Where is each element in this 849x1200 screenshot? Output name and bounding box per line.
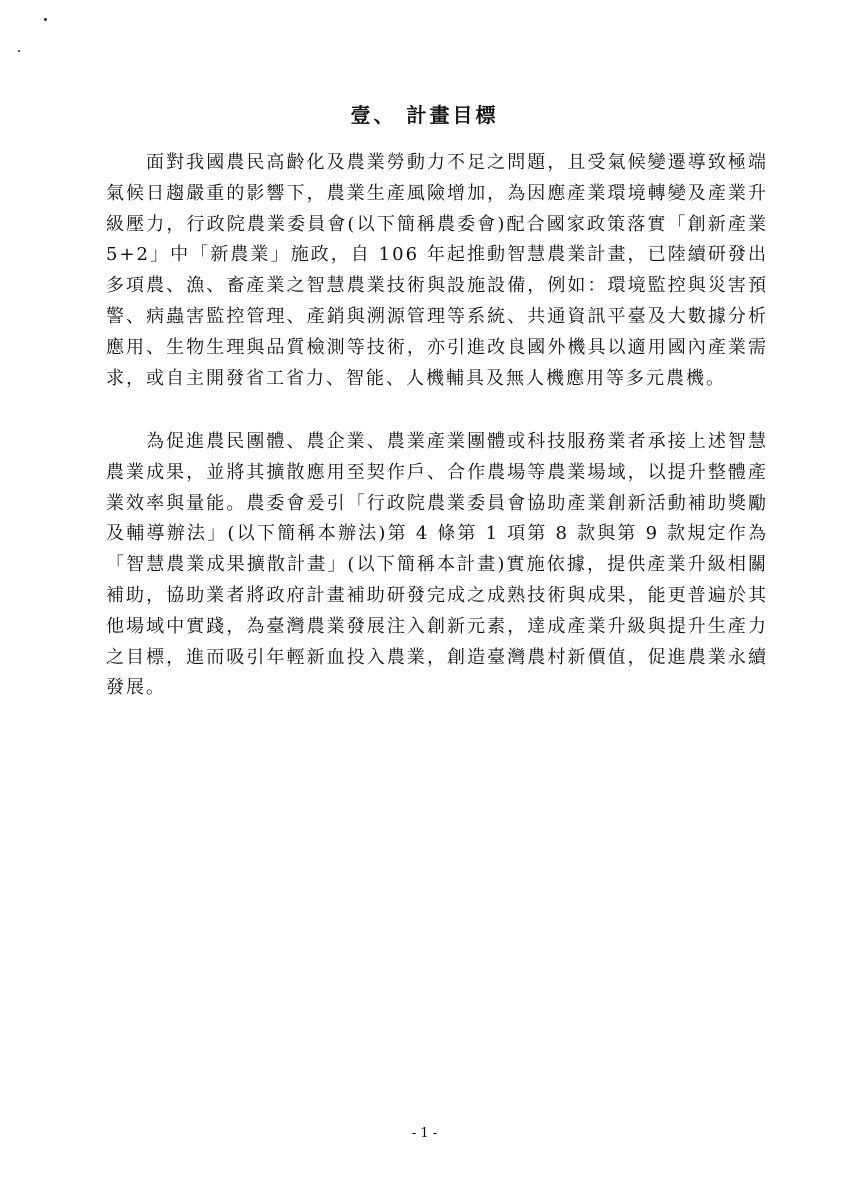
body-paragraph-2: 為促進農民團體、農企業、農業產業團體或科技服務業者承接上述智慧農業成果，並將其擴散應用至契作戶、合作農場等農業場域，以提升整體產業效率與量能。農委會爰引「行政院農業委員會協助產業創新活動補助獎勵及輔導辦法」(以下簡稱本辦法)第 4 條第 1 項第 8 款與第 9 款規定作為「智慧農業成果擴散計畫」(以下簡稱本計畫)實施依據，提供產業升級相關補助，協助業者將政府計畫補助研發完成之成熟技術與成果，能更普遍於其他場域中實踐，為臺灣農業發展注入創新元素，達成產業升級與提升生產力之目標，進而吸引年輕新血投入農業，創造臺灣農村新價值，促進農業永續發展。 xyxy=(106,431,768,699)
body-paragraph-1: 面對我國農民高齡化及農業勞動力不足之問題，且受氣候變遷導致極端氣候日趨嚴重的影響下，農業生產風險增加，為因應產業環境轉變及產業升級壓力，行政院農業委員會(以下簡稱農委會)配合國家政策落實「創新產業 5+2」中「新農業」施政，自 106 年起推動智慧農業計畫，已陸續研發出多項農、漁、畜產業之智慧農業技術與設施設備，例如：環境監控與災害預警、病蟲害監控管理、產銷與溯源管理等系統、共通資訊平臺及大數據分析應用、生物生理與品質檢測等技術，亦引進改良國外機具以適用國內產業需求，或自主開發省工省力、智能、人機輔具及無人機應用等多元農機。 xyxy=(106,152,768,389)
scan-speck xyxy=(44,18,47,21)
scan-speck xyxy=(18,50,20,52)
section-title: 壹、 計畫目標 xyxy=(350,103,499,127)
page-number: - 1 - xyxy=(411,1126,438,1141)
